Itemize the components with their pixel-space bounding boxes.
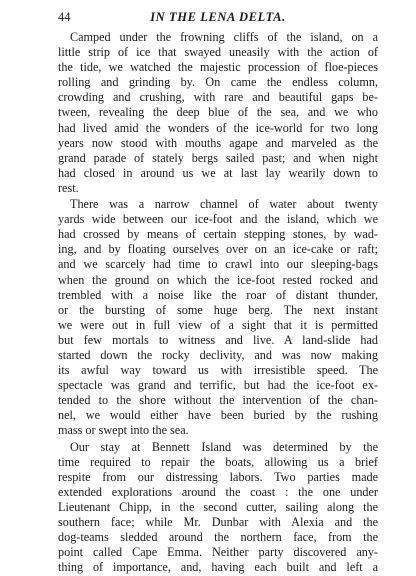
- paragraph: [58, 440, 378, 576]
- text-line: thing of importance, and, having each built and left a: [58, 560, 378, 575]
- text-line: nel, we would either have been buried by the rushing: [58, 408, 378, 423]
- text-line: There was a narrow channel of water about twenty: [70, 197, 378, 212]
- text-line: started down the rocky declivity, and was now making: [58, 347, 378, 362]
- paragraph: [58, 30, 378, 196]
- text-line: trembled with a noise like the roar of distant thunder,: [58, 287, 378, 302]
- text-line: yards wide between our ice-foot and the island, which we: [58, 212, 378, 227]
- text-line: its awful way toward us with irresistible speed. The: [58, 363, 378, 378]
- running-title: IN THE LENA DELTA.: [150, 10, 286, 24]
- text-line: rolling and grinding by. On came the endless column,: [58, 75, 378, 90]
- text-line: tended to the shore without the intervention of the chan-: [58, 393, 378, 408]
- text-line: but few mortals to witness and live. A land-slide had: [58, 332, 378, 347]
- page-number: 44: [58, 10, 71, 24]
- text-line: point called Cape Emma. Neither party discovered any-: [58, 545, 378, 560]
- text-line: tween, revealing the deep blue of the sea, and we who: [58, 105, 378, 120]
- paragraph: [58, 197, 378, 439]
- body-text: [58, 30, 378, 575]
- text-line: respite from our distressing labors. Two parties made: [58, 469, 378, 484]
- text-line: Camped under the frowning cliffs of the island, on a: [70, 30, 378, 44]
- text-line: Our stay at Bennett Island was determined by the: [70, 439, 378, 454]
- text-line: and we scarcely had time to crawl into our sleeping-bags: [58, 257, 378, 272]
- text-line: grand parade of stately bergs sailed past; and when night: [58, 150, 378, 165]
- text-line: had closed in around us we at last lay wearily down to: [58, 165, 378, 180]
- text-line: little strip of ice that swayed uneasily with the action of: [58, 45, 378, 60]
- text-line: rest.: [58, 180, 79, 195]
- text-line: we were out in full view of a sight that it is permitted: [58, 317, 378, 332]
- text-line: mass or swept into the sea.: [58, 423, 189, 438]
- text-line: extended explorations around the coast : the one under: [58, 484, 378, 499]
- text-line: time required to repair the boats, allowing us a brief: [58, 454, 378, 469]
- text-line: or the bursting of some huge berg. The next instant: [58, 302, 378, 317]
- text-line: spectacle was grand and terrific, but had the ice-foot ex-: [58, 378, 378, 393]
- text-line: Lieutenant Chipp, in the second cutter, sailing along the: [58, 499, 378, 514]
- text-line: southern face; while Mr. Dunbar with Alexia and the: [58, 515, 378, 529]
- text-line: had lived amid the wonders of the ice-world for two long: [58, 120, 378, 135]
- text-line: crowding and crushing, with rare and beautiful gaps be-: [58, 90, 378, 105]
- book-page: [58, 8, 378, 576]
- text-line: ing, and by floating ourselves over on an ice-cake or raft;: [58, 242, 378, 257]
- text-line: when the ground on which the ice-foot rested rocked and: [58, 272, 378, 287]
- text-line: the tide, we watched the majestic procession of floe-pieces: [58, 60, 378, 75]
- text-line: had crossed by means of certain stepping stones, by wad-: [58, 227, 378, 242]
- text-line: dog-teams sledded around the northern face, from the: [58, 530, 378, 545]
- page-header: [58, 8, 378, 26]
- text-line: years now stood with mouths agape and marveled as the: [58, 135, 378, 150]
